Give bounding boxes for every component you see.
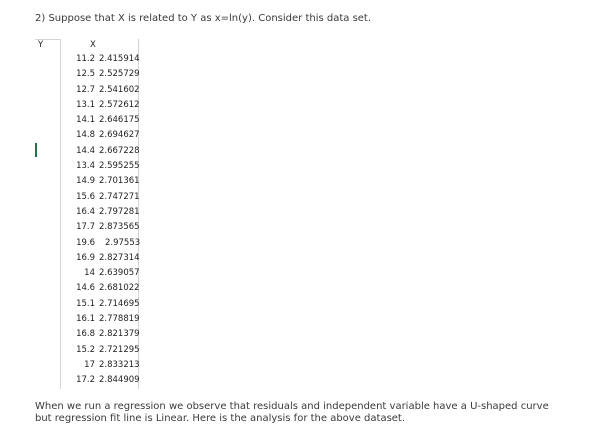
cell-y: 11.2 — [76, 54, 95, 64]
cell-y: 15.6 — [76, 191, 95, 202]
cell-y: 14.8 — [76, 130, 95, 141]
cell-x: 2.97553 — [105, 237, 141, 248]
cell-x: 2.827314 — [99, 252, 140, 263]
table-row — [61, 327, 138, 342]
cell-y: 14.6 — [76, 283, 95, 294]
cell-y: 16.1 — [76, 314, 95, 325]
cell-x: 2.646175 — [99, 115, 140, 126]
cell-x: 2.595255 — [99, 161, 140, 172]
cell-x: 2.541602 — [99, 84, 140, 95]
table-row — [61, 220, 138, 235]
cell-x: 2.873565 — [99, 222, 140, 233]
cell-y: 15.1 — [76, 298, 95, 309]
cell-x: 2.681022 — [99, 283, 140, 294]
cell-y: 16.8 — [76, 329, 95, 340]
cell-x: 2.714695 — [99, 298, 140, 309]
table-row — [61, 52, 138, 67]
table-row — [61, 83, 138, 98]
table-row — [61, 128, 138, 143]
data-table — [35, 39, 175, 389]
cell-x: 2.415914 — [99, 54, 140, 64]
question-text: 2) Suppose that X is related to Y as x=ln(y). Consider this data set. — [35, 13, 372, 24]
cell-x: 2.525729 — [99, 69, 140, 80]
cell-x: 2.821379 — [99, 329, 140, 340]
cell-y: 14 — [84, 268, 95, 279]
cell-x: 2.833213 — [99, 359, 140, 370]
table-body — [61, 52, 141, 389]
cell-y: 13.1 — [76, 99, 95, 110]
table-row — [61, 205, 138, 220]
cell-x: 2.639057 — [99, 268, 140, 279]
cell-x: 2.667228 — [99, 145, 140, 156]
cell-y: 14.1 — [76, 115, 95, 126]
cell-y: 12.7 — [76, 84, 95, 95]
table-row — [61, 266, 138, 281]
table-row — [61, 343, 138, 358]
cell-y: 15.2 — [76, 344, 95, 355]
cell-x: 2.721295 — [99, 344, 140, 355]
table-row — [61, 281, 138, 296]
table-row — [61, 190, 138, 205]
cell-x: 2.747271 — [99, 191, 140, 202]
cell-x: 2.572612 — [99, 99, 140, 110]
footer-text: When we run a regression we observe that residuals and independent variable have a U-shaped curve but regression fit line is Linear. Here is the analysis for the above dataset. — [35, 401, 549, 424]
cell-y: 13.4 — [76, 161, 95, 172]
column-header-x: X — [90, 40, 96, 50]
table-row — [61, 358, 138, 373]
table-row — [61, 113, 138, 128]
table-row — [61, 297, 138, 312]
table-row — [61, 251, 138, 266]
table-row — [61, 159, 138, 174]
cell-x: 2.701361 — [99, 176, 140, 187]
cell-y: 17 — [84, 359, 95, 370]
cell-y: 14.9 — [76, 176, 95, 187]
cell-y: 19.6 — [76, 237, 95, 248]
cell-x: 2.694627 — [99, 130, 140, 141]
cell-y: 17.2 — [76, 375, 95, 386]
cell-x: 2.844909 — [99, 375, 140, 386]
table-row — [61, 312, 138, 327]
table-row — [61, 98, 138, 113]
table-row — [61, 174, 138, 189]
table-row — [61, 144, 138, 159]
column-header-y: Y — [38, 40, 44, 50]
table-row — [61, 67, 138, 82]
table-header-row — [35, 40, 175, 52]
table-row — [61, 373, 138, 388]
selected-row-marker — [35, 143, 37, 157]
cell-y: 14.4 — [76, 145, 95, 156]
cell-y: 16.4 — [76, 206, 95, 217]
cell-y: 17.7 — [76, 222, 95, 233]
table-row — [61, 236, 141, 251]
cell-x: 2.797281 — [99, 206, 140, 217]
cell-y: 16.9 — [76, 252, 95, 263]
cell-y: 12.5 — [76, 69, 95, 80]
cell-x: 2.778819 — [99, 314, 140, 325]
